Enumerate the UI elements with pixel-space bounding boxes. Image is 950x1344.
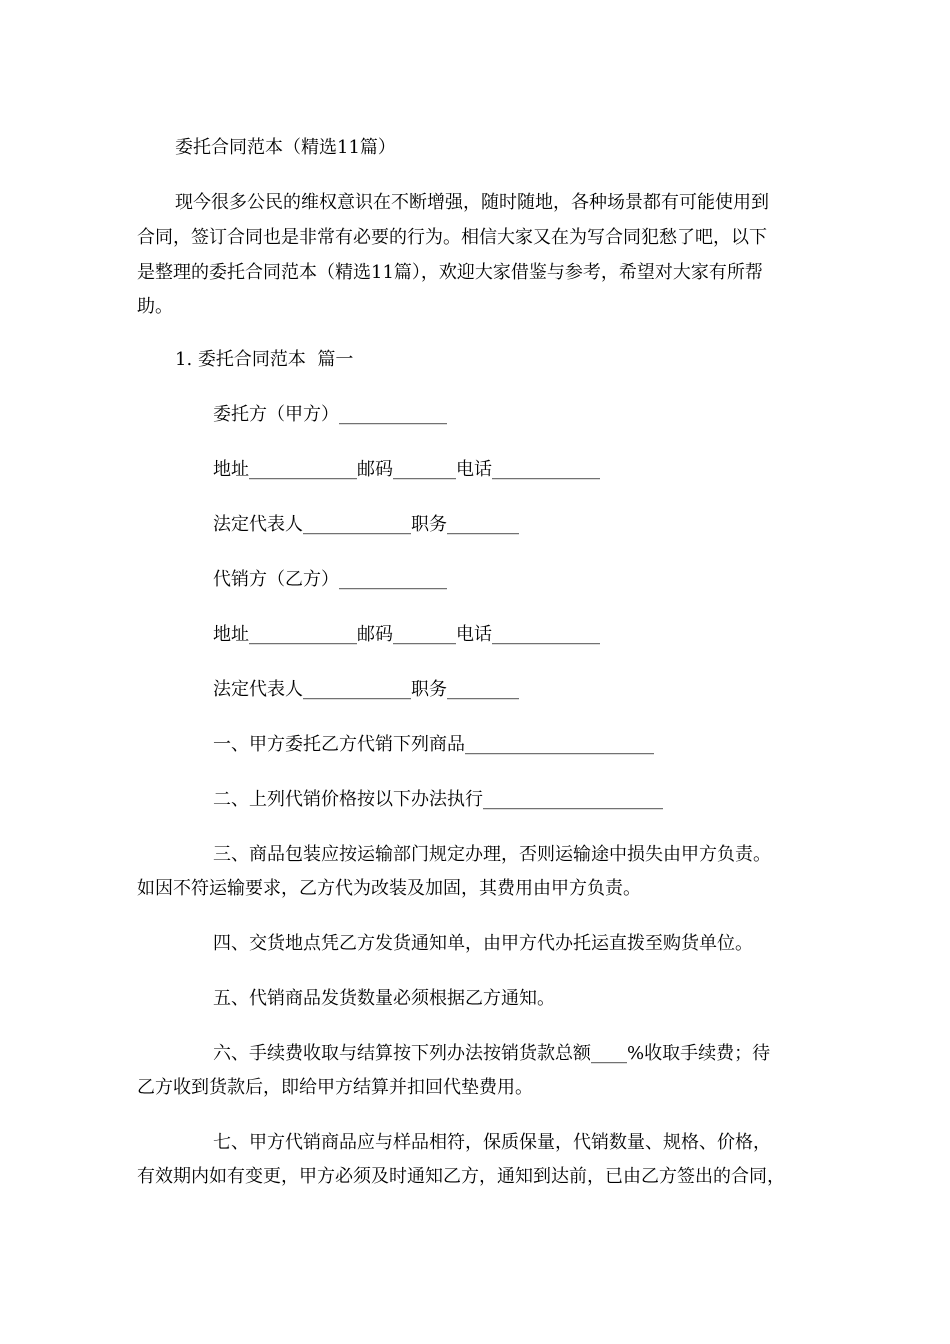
clause-7-line-2: 有效期内如有变更，甲方必须及时通知乙方，通知到达前，已由乙方签出的合同， bbox=[137, 1166, 785, 1187]
clause-7-line-1: 七、甲方代销商品应与样品相符，保质保量，代销数量、规格、价格， bbox=[213, 1132, 771, 1153]
field-agent-party: 代销方（乙方）____________ bbox=[213, 569, 447, 590]
field-client-address: 地址____________邮码_______电话____________ bbox=[213, 459, 600, 480]
field-agent-representative: 法定代表人____________职务________ bbox=[213, 679, 519, 700]
intro-line-3: 是整理的委托合同范本（精选11篇），欢迎大家借鉴与参考，希望对大家有所帮 bbox=[137, 262, 763, 283]
clause-2: 二、上列代销价格按以下办法执行____________________ bbox=[213, 789, 663, 810]
field-client-representative: 法定代表人____________职务________ bbox=[213, 514, 519, 535]
intro-line-4: 助。 bbox=[137, 296, 173, 317]
clause-5: 五、代销商品发货数量必须根据乙方通知。 bbox=[213, 988, 555, 1009]
clause-3-line-2: 如因不符运输要求，乙方代为改装及加固，其费用由甲方负责。 bbox=[137, 878, 641, 899]
field-client-party: 委托方（甲方）____________ bbox=[213, 404, 447, 425]
section-heading: 1. 委托合同范本 篇一 bbox=[175, 349, 354, 370]
intro-line-1: 现今很多公民的维权意识在不断增强，随时随地，各种场景都有可能使用到 bbox=[175, 192, 769, 213]
clause-1: 一、甲方委托乙方代销下列商品_____________________ bbox=[213, 734, 654, 755]
intro-line-2: 合同，签订合同也是非常有必要的行为。相信大家又在为写合同犯愁了吧，以下 bbox=[137, 227, 767, 248]
clause-6-line-2: 乙方收到货款后，即给甲方结算并扣回代垫费用。 bbox=[137, 1077, 533, 1098]
clause-4: 四、交货地点凭乙方发货通知单，由甲方代办托运直拨至购货单位。 bbox=[213, 933, 753, 954]
field-agent-address: 地址____________邮码_______电话____________ bbox=[213, 624, 600, 645]
clause-6-line-1: 六、手续费收取与结算按下列办法按销货款总额____%收取手续费；待 bbox=[213, 1043, 771, 1064]
document-title: 委托合同范本（精选11篇） bbox=[175, 137, 396, 158]
clause-3-line-1: 三、商品包装应按运输部门规定办理，否则运输途中损失由甲方负责。 bbox=[213, 844, 771, 865]
